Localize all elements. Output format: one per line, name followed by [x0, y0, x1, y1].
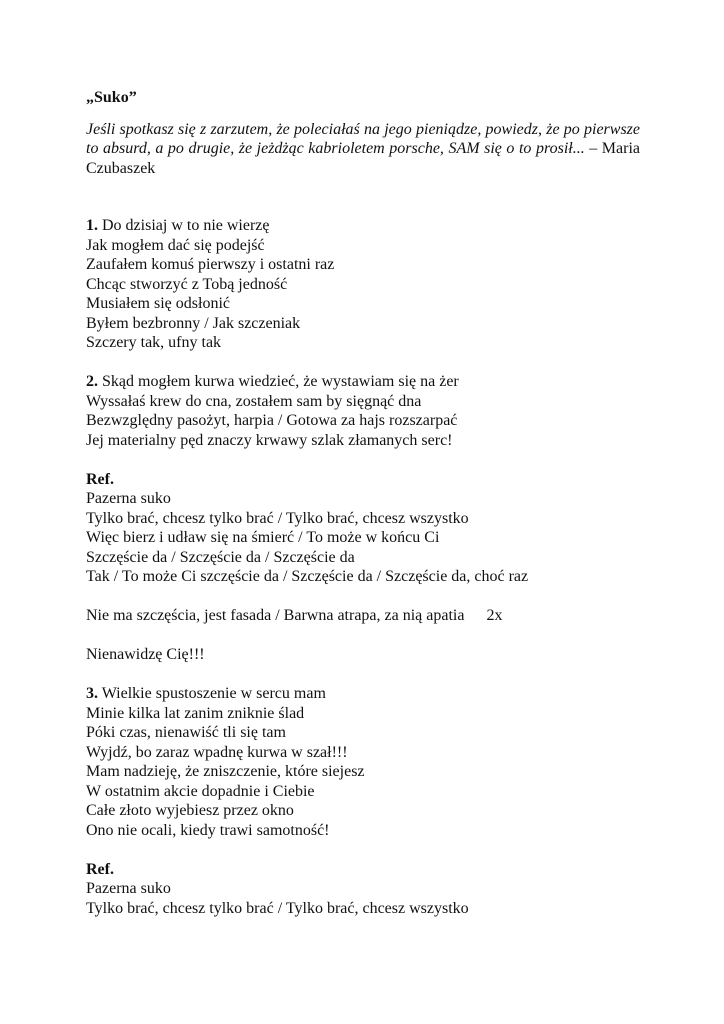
bridge — [86, 606, 640, 626]
verse-number: 3. — [86, 685, 98, 702]
verse-line: 3. Wielkie spustoszenie w sercu mam — [86, 685, 326, 702]
verse-line: Ono nie ocali, kiedy trawi samotność! — [86, 821, 330, 839]
shout-line: Nienawidzę Cię!!! — [86, 646, 205, 663]
verse-line: Byłem bezbronny / Jak szczeniak — [86, 314, 301, 332]
verse-line: Szczery tak, ufny tak — [86, 334, 222, 351]
verse-line: Jak mogłem dać się podejść — [86, 236, 265, 254]
refrain-line: Tylko brać, chcesz tylko brać / Tylko brać, chcesz wszystko — [86, 509, 469, 527]
verse-line: Chcąc stworzyć z Tobą jedność — [86, 275, 288, 293]
verse-line: Mam nadzieję, że zniszczenie, które siejesz — [86, 763, 365, 780]
repeat-marker: 2x — [486, 607, 503, 624]
song-title: „Suko” — [86, 89, 137, 106]
document-page — [86, 88, 640, 938]
verse-1 — [86, 216, 640, 353]
verse-line: 2. Skąd mogłem kurwa wiedzieć, że wystawiam się na żer — [86, 373, 459, 390]
verse-line: Musiałem się odsłonić — [86, 295, 230, 312]
refrain-1 — [86, 470, 640, 587]
verse-3 — [86, 684, 640, 840]
verse-number: 1. — [86, 217, 98, 234]
verse-line: Wyssałaś krew do cna, zostałem sam by sięgnąć dna — [86, 392, 422, 410]
verse-line: 1. Do dzisiaj w to nie wierzę — [86, 217, 270, 234]
epigraph-quote — [86, 120, 640, 179]
verse-line: Wyjdź, bo zaraz wpadnę kurwa w szał!!! — [86, 743, 348, 761]
refrain-label: Ref. — [86, 470, 114, 488]
shout — [86, 645, 640, 665]
bridge-line — [86, 606, 640, 626]
verse-line: Minie kilka lat zanim zniknie ślad — [86, 704, 305, 722]
verse-line: W ostatnim akcie dopadnie i Ciebie — [86, 782, 315, 800]
refrain-line: Tylko brać, chcesz tylko brać / Tylko brać, chcesz wszystko — [86, 899, 469, 917]
verse-line: Całe złoto wyjebiesz przez okno — [86, 802, 294, 819]
quote-author: – Maria Czubaszek — [86, 140, 641, 177]
verse-line: Zaufałem komuś pierwszy i ostatni raz — [86, 256, 335, 273]
verse-line: Póki czas, nienawiść tli się tam — [86, 724, 286, 741]
quote-text: Jeśli spotkasz się z zarzutem, że poleciałaś na jego pieniądze, powiedz, że po pierwsze to absurd, a po drugie, że jeżdżąc kabrioletem porsche, SAM się o to prosił... — [86, 120, 640, 157]
refrain-line: Szczęście da / Szczęście da / Szczęście da — [86, 548, 355, 566]
bridge-text: Nie ma szczęścia, jest fasada / Barwna atrapa, za nią apatia — [86, 607, 465, 624]
verse-number: 2. — [86, 373, 98, 390]
verse-line: Bezwzględny pasożyt, harpia / Gotowa za hajs rozszarpać — [86, 412, 458, 429]
refrain-line: Pazerna suko — [86, 490, 171, 507]
refrain-label: Ref. — [86, 860, 114, 878]
refrain-line: Więc bierz i udław się na śmierć / To może w końcu Ci — [86, 529, 440, 546]
verse-line: Jej materialny pęd znaczy krwawy szlak złamanych serc! — [86, 431, 453, 449]
verse-2 — [86, 372, 640, 450]
refrain-line: Pazerna suko — [86, 880, 171, 897]
refrain-2 — [86, 860, 640, 919]
refrain-line: Tak / To może Ci szczęście da / Szczęście da / Szczęście da, choć raz — [86, 568, 529, 585]
